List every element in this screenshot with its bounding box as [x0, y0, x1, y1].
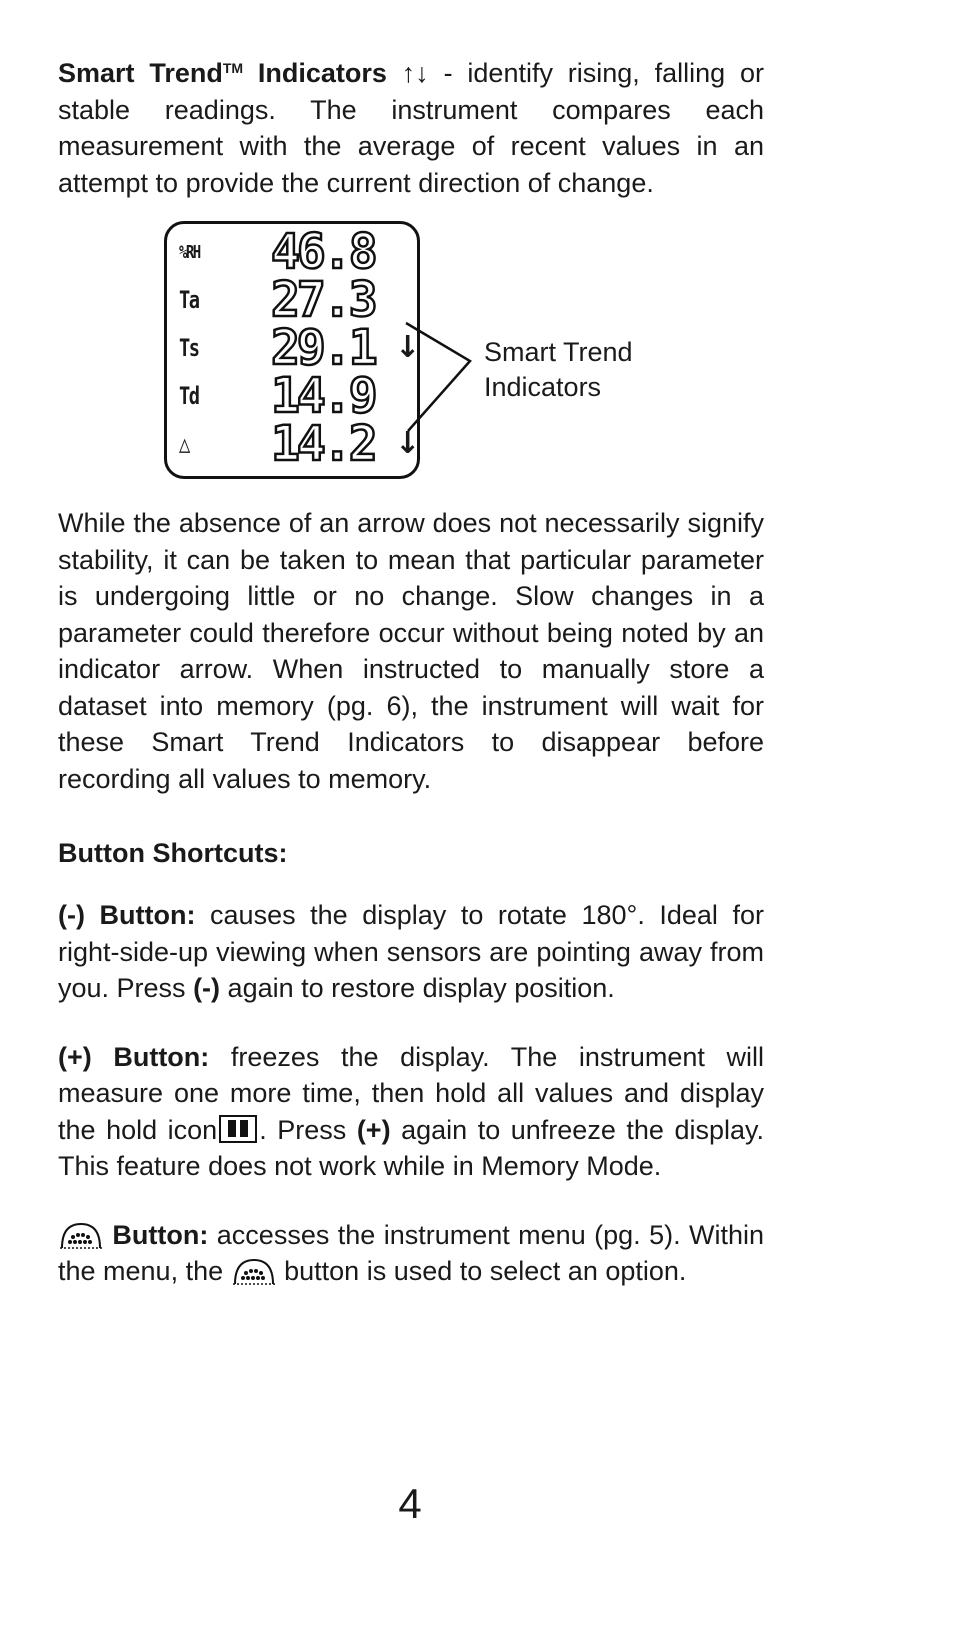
- callout-line: Indicators: [484, 372, 602, 402]
- plus-text: again to unfreeze the display. This feature does not work while in Memory Mode.: [58, 1114, 764, 1181]
- plus-text: freezes the display. The instrument will measure one more time, then hold all values and display the hold icon: [58, 1041, 764, 1145]
- plus-button-paragraph: [58, 1039, 764, 1185]
- spacer: [58, 1007, 764, 1039]
- menu-button-paragraph: [58, 1217, 764, 1290]
- lcd-label: %RH: [179, 242, 200, 263]
- trend-arrow-icon: ↓: [395, 426, 421, 461]
- plus-inline: (+): [356, 1114, 391, 1145]
- trend-term-suffix: Indicators: [243, 58, 387, 88]
- trademark-mark: TM: [222, 60, 244, 76]
- callout-label: [484, 335, 633, 405]
- lcd-value: 27.3: [271, 272, 375, 328]
- lcd-label: Ta: [179, 286, 199, 314]
- stability-paragraph: While the absence of an arrow does not necessarily signify stability, it can be taken to mean that particular parameter is undergoing little or no change. Slow changes in a parameter could therefore occur without being noted by an indicator arrow. When instructed to manually store a dataset into memory (pg. 6), the instrument will wait for these Smart Trend Indicators to disappear before recording all values to memory.: [58, 508, 764, 794]
- manual-page: [58, 50, 764, 1290]
- page-number: 4: [398, 1480, 422, 1527]
- trend-paragraph: [58, 50, 764, 201]
- trend-arrows-icon: ↑↓: [401, 58, 429, 88]
- minus-text: again to restore display position.: [220, 973, 615, 1003]
- lcd-label: Td: [179, 382, 199, 410]
- minus-button-label: (-) Button:: [58, 900, 196, 930]
- callout-line: Smart Trend: [484, 337, 633, 367]
- plus-button-label: (+) Button:: [58, 1041, 210, 1072]
- minus-text: causes the display to rotate 180°. Ideal for right-side-up viewing when sensors are pointing away from you. Press: [58, 900, 764, 1003]
- callout-pointer-lines: [58, 217, 764, 495]
- lcd-value: 29.1: [271, 320, 375, 376]
- menu-button-icon: [231, 1256, 277, 1286]
- pause-hold-icon: [219, 1115, 257, 1143]
- shortcuts-heading: Button Shortcuts:: [58, 838, 288, 868]
- lcd-value: 46.8: [271, 224, 375, 280]
- menu-text: button is used to select an option.: [276, 1256, 687, 1286]
- display-figure: [58, 217, 764, 495]
- trend-term: Smart Trend: [58, 58, 223, 88]
- lcd-value: 14.9: [271, 368, 375, 424]
- menu-button-label: Button:: [104, 1219, 209, 1250]
- menu-button-icon: [58, 1220, 104, 1250]
- lcd-value: 14.2: [271, 416, 375, 472]
- lcd-label: Ts: [179, 334, 199, 362]
- spacer: [58, 1185, 764, 1217]
- minus-inline: (-): [193, 973, 221, 1003]
- lcd-label: △: [179, 430, 189, 458]
- menu-text: accesses the instrument menu (pg. 5). Within the menu, the: [58, 1219, 765, 1286]
- plus-text: . Press: [259, 1114, 357, 1145]
- trend-description: - identify rising, falling or stable readings. The instrument compares each measurement with the average of recent values in an attempt to provide the current direction of change.: [58, 58, 765, 198]
- trend-arrow-icon: ↓: [395, 330, 421, 365]
- minus-button-paragraph: [58, 897, 764, 1007]
